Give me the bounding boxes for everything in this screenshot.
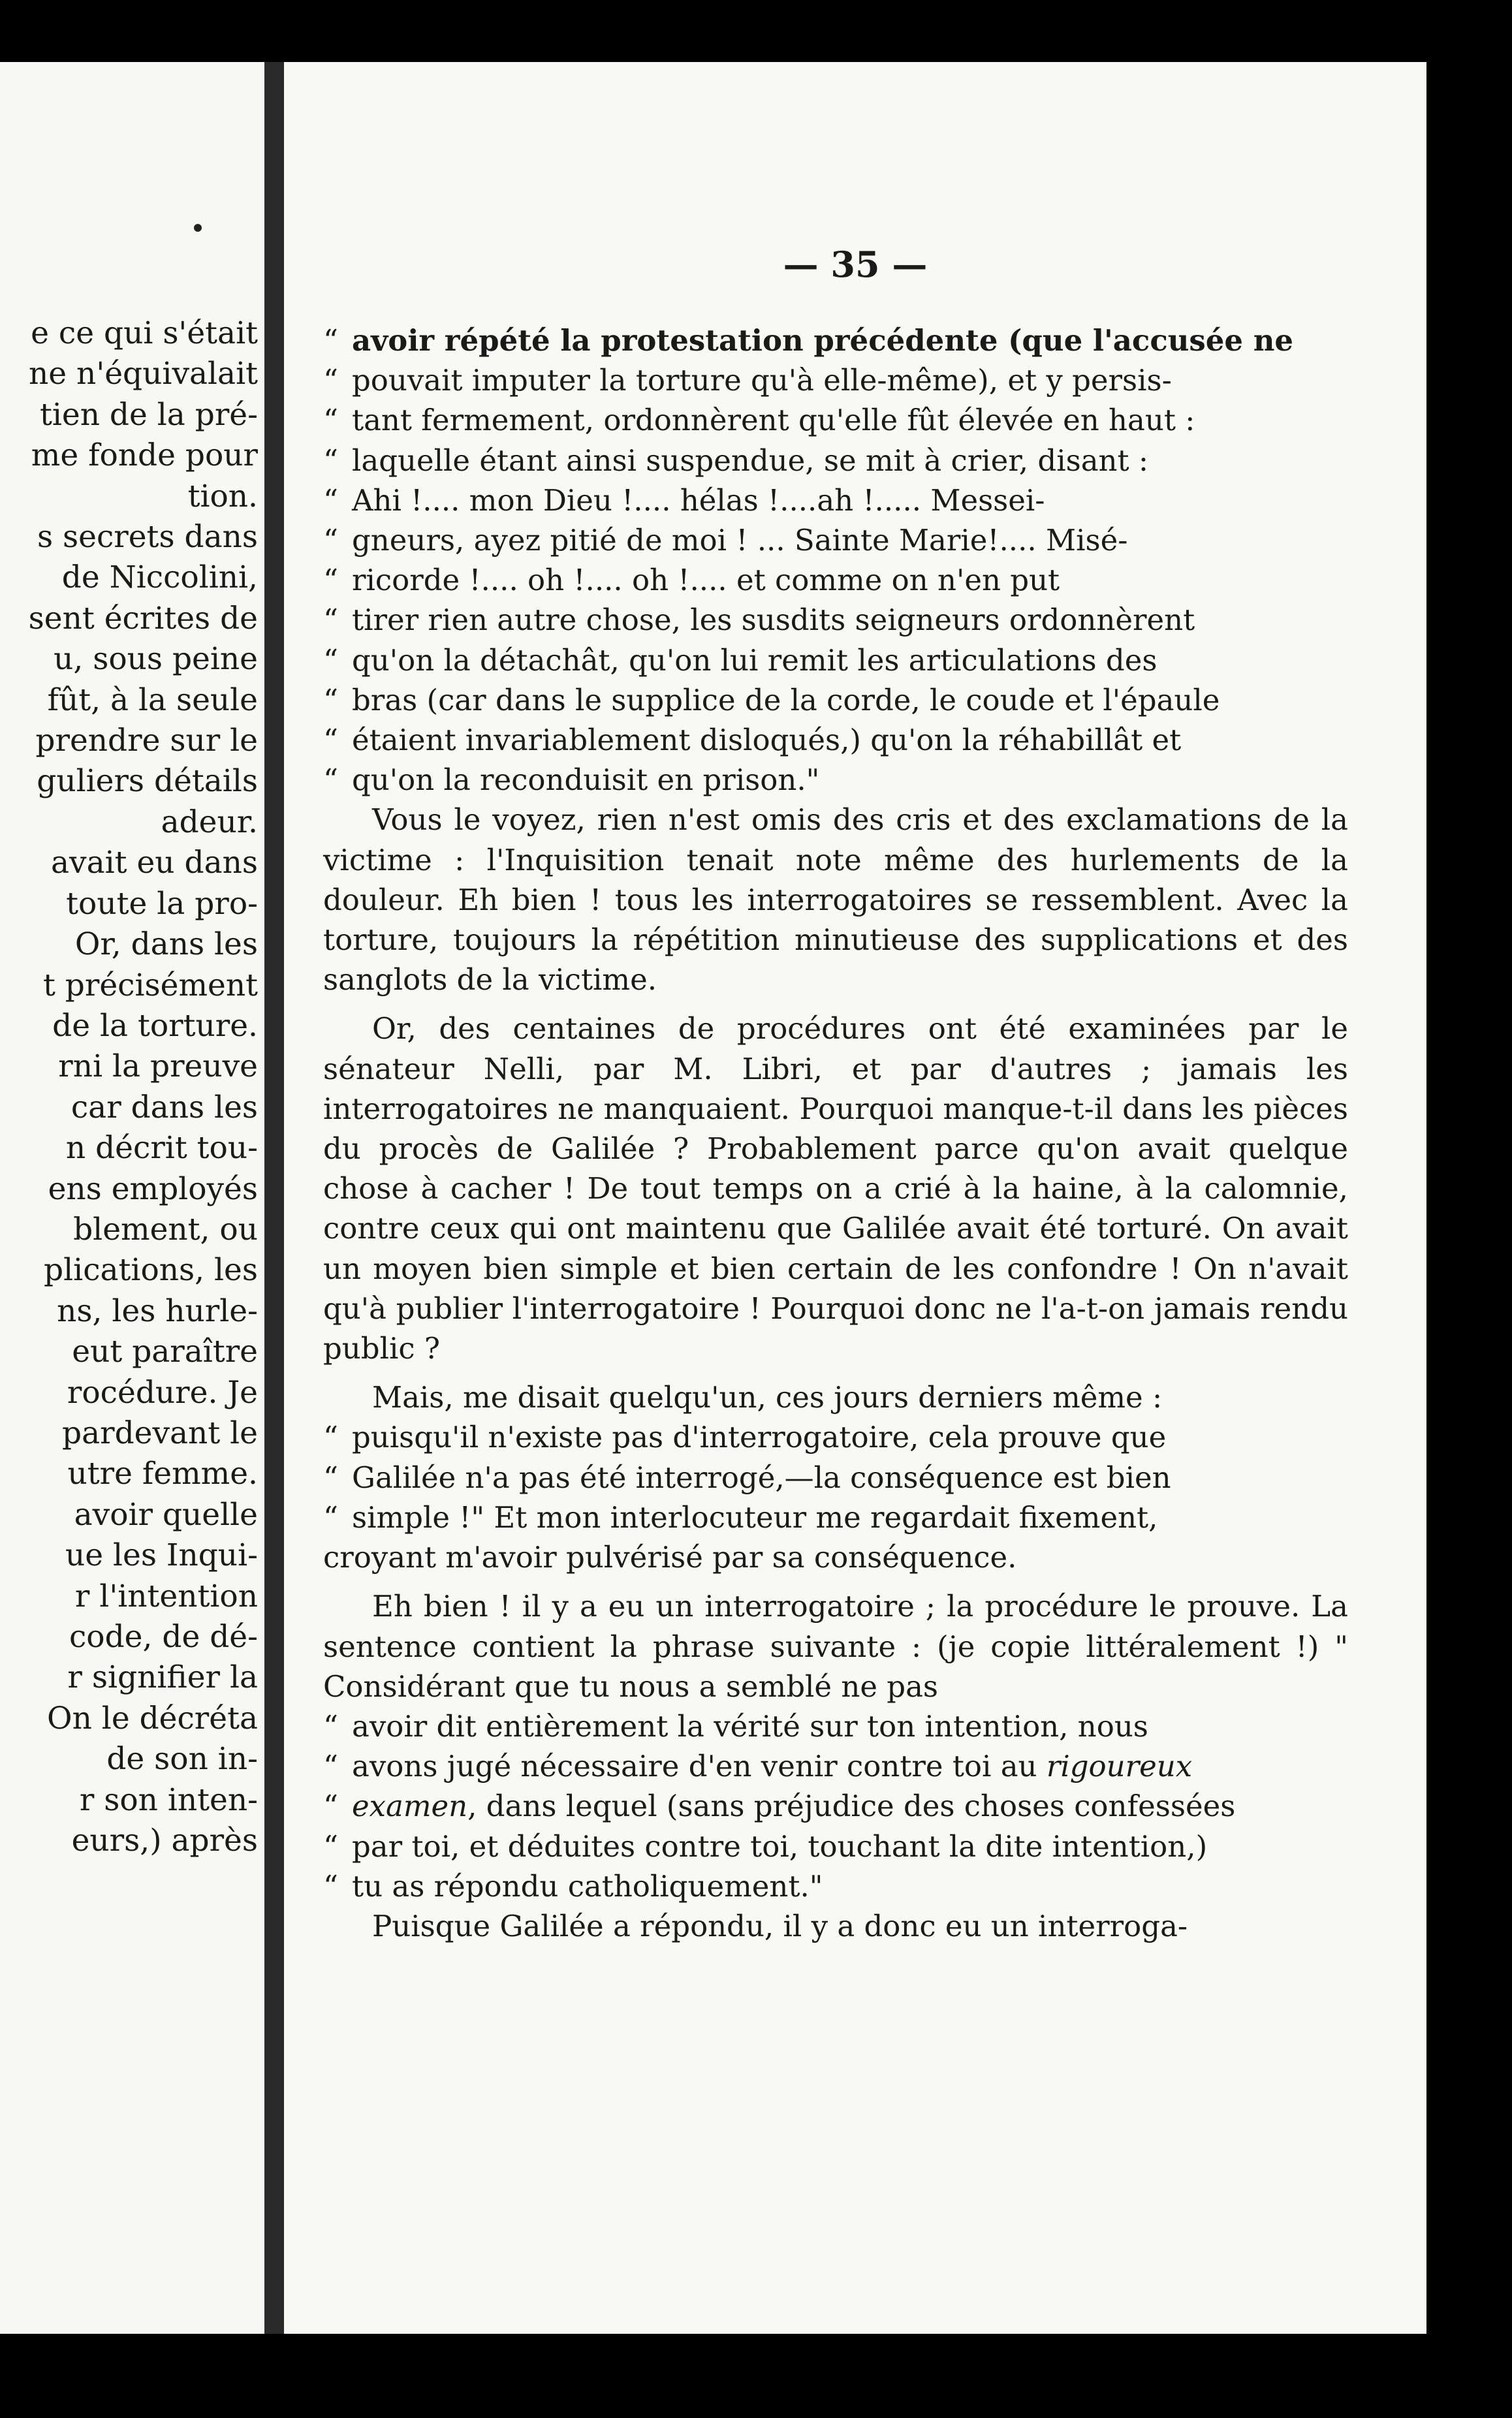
left-text-line: pardevant le [62, 1415, 258, 1451]
quoted-line [323, 680, 1348, 720]
quote-mark: “ [323, 642, 339, 678]
left-text-line: de Niccolini, [61, 559, 258, 596]
quoted-line-text: pouvait imputer la torture qu'à elle-même), et y persis- [352, 363, 1172, 398]
paragraph-continuation: croyant m'avoir pulvérisé par sa conséquence. [323, 1540, 1017, 1575]
quoted-line-text: tant fermement, ordonnèrent qu'elle fût élevée en haut : [352, 403, 1195, 438]
quoted-line [323, 360, 1348, 400]
quote-mark: “ [323, 682, 339, 717]
left-text-line: avoir quelle [74, 1496, 258, 1533]
book-gutter [264, 62, 284, 2334]
quote-mark: “ [323, 323, 339, 358]
left-text-line: e ce qui s'était [31, 315, 258, 351]
quoted-line-text: avons jugé nécessaire d'en venir contre toi au [352, 1749, 1047, 1784]
page-text [323, 321, 1348, 1946]
quote-mark: “ [323, 762, 339, 798]
quote-mark: “ [323, 1829, 339, 1864]
quoted-line [323, 400, 1348, 440]
quote-mark: “ [323, 1708, 339, 1744]
quote-mark: “ [323, 1460, 339, 1495]
quoted-line [323, 321, 1348, 360]
quoted-line-text: tu as répondu catholiquement." [352, 1868, 823, 1904]
quote-mark: “ [323, 443, 339, 478]
italic-word: examen [352, 1789, 468, 1824]
left-text-line: sent écrites de [28, 600, 258, 636]
quoted-line-final [323, 1498, 1348, 1537]
quoted-line-text: gneurs, ayez pitié de moi ! ... Sainte Marie!.... Misé- [352, 523, 1128, 558]
left-text-line: eurs,) après [71, 1823, 258, 1859]
left-text-line: rni la preuve [58, 1048, 258, 1085]
left-text-line: ns, les hurle- [57, 1293, 258, 1329]
quoted-line [323, 1827, 1348, 1866]
quoted-line-text: qu'on la détachât, qu'on lui remit les articulations des [352, 642, 1158, 678]
left-text-line: Or, dans les [74, 926, 258, 963]
left-text-line: fût, à la seule [47, 682, 258, 718]
left-text-line: n décrit tou- [65, 1130, 258, 1167]
quote-mark: “ [323, 363, 339, 398]
paragraph-conclusion: Puisque Galilée a répondu, il y a donc eu un interroga- [372, 1908, 1188, 1943]
left-text-line: adeur. [161, 804, 258, 840]
left-text-line: plications, les [44, 1252, 258, 1289]
quoted-line [323, 480, 1348, 520]
quote-mark: “ [323, 1499, 339, 1535]
quoted-line-examen [323, 1786, 1348, 1826]
left-text-line: me fonde pour [31, 437, 258, 474]
quoted-line-text: bras (car dans le supplice de la corde, le coude et l'épaule [352, 682, 1220, 717]
left-text-line: avait eu dans [51, 845, 258, 881]
quotation-objection [323, 1417, 1348, 1497]
left-text-line: code, de dé- [69, 1619, 258, 1655]
quoted-line [323, 720, 1348, 760]
quoted-line-text: tirer rien autre chose, les susdits seigneurs ordonnèrent [352, 603, 1195, 638]
quoted-line-rigoureux [323, 1746, 1348, 1786]
left-text-line: prendre sur le [35, 723, 258, 759]
left-text-line: r signifier la [67, 1659, 258, 1696]
quote-mark: “ [323, 723, 339, 758]
left-text-line: s secrets dans [37, 519, 258, 556]
quotation-torture-record [323, 321, 1348, 800]
left-text-line: r l'intention [74, 1578, 258, 1614]
quote-mark: “ [323, 563, 339, 598]
quoted-line [323, 1458, 1348, 1498]
paragraph-sentence-intro: Eh bien ! il y a eu un interrogatoire ; la procédure le prouve. La sentence contient la phrase suivante : (je copie littéralement !) " Considérant que tu nous a semblé ne pas [323, 1589, 1348, 1704]
quoted-line [323, 1706, 1348, 1746]
left-page [0, 62, 264, 2334]
quote-mark: “ [323, 1420, 339, 1455]
left-text-line: rocédure. Je [67, 1374, 258, 1411]
quoted-line-text: étaient invariablement disloqués,) qu'on la réhabillât et [352, 723, 1182, 758]
left-text-line: r son inten- [79, 1782, 258, 1818]
quote-mark: “ [323, 1868, 339, 1904]
italic-word: rigoureux [1046, 1749, 1193, 1784]
quoted-line-text: Ahi !.... mon Dieu !.... hélas !....ah !..... Messei- [352, 482, 1045, 518]
left-text-line: eut paraître [72, 1334, 258, 1370]
quoted-line-text: avoir dit entièrement la vérité sur ton intention, nous [352, 1708, 1148, 1744]
left-text-line: blement, ou [73, 1211, 258, 1248]
left-text-line: ue les Inqui- [65, 1537, 258, 1574]
left-text-line: ne n'équivalait [29, 356, 258, 392]
quoted-line [323, 520, 1348, 560]
left-text-line: t précisément [42, 967, 258, 1003]
paragraph-procedures: Or, des centaines de procédures ont été examinées par le sénateur Nelli, par M. Libri, et par d'autres ; jamais les interrogatoires ne manquaient. Pourquoi manque-t-il dans les pièces du procès de Galilée ? Probablement parce qu'on avait quelque chose à cacher ! De tout temps on a crié à la haine, à la calomnie, contre ceux qui ont maintenu que Galilée avait été torturé. On avait un moyen bien simple et bien certain de les confondre ! On n'avait qu'à publier l'interrogatoire ! Pourquoi donc ne l'a-t-on jamais rendu public ? [323, 1011, 1348, 1366]
quote-mark: “ [323, 603, 339, 638]
left-text-line: car dans les [71, 1089, 258, 1125]
left-text-line: tion. [187, 478, 258, 514]
quoted-line [323, 441, 1348, 480]
quoted-line-text: par toi, et déduites contre toi, touchant la dite intention,) [352, 1829, 1208, 1864]
right-page [284, 62, 1426, 2334]
quote-mark: “ [323, 482, 339, 518]
quoted-line [323, 560, 1348, 600]
left-text-line: guliers détails [37, 763, 258, 800]
left-text-line: tien de la pré- [39, 396, 258, 433]
quoted-line [323, 1417, 1348, 1457]
quoted-line [323, 1866, 1348, 1906]
paragraph-victim-cries: Vous le voyez, rien n'est omis des cris et des exclamations de la victime : l'Inquisition tenait note même des hurlements de la douleur. Eh bien ! tous les interrogatoires se ressemblent. Avec la torture, toujours la répétition minutieuse des supplications et des sanglots de la victime. [323, 802, 1348, 997]
left-text-line: ens employés [48, 1170, 258, 1207]
quoted-line-text: puisqu'il n'existe pas d'interrogatoire, cela prouve que [352, 1420, 1167, 1455]
left-text-line: On le décréta [47, 1700, 258, 1736]
quoted-line-text: , dans lequel (sans préjudice des choses confessées [467, 1789, 1236, 1824]
quoted-line-text: avoir répété la protestation précédente (que l'accusée ne [352, 323, 1294, 358]
quotation-sentence-a [323, 1706, 1348, 1746]
quote-mark: “ [323, 1789, 339, 1824]
quoted-line [323, 760, 1348, 800]
quoted-line-text: Galilée n'a pas été interrogé,—la conséquence est bien [352, 1460, 1171, 1495]
left-text-line: utre femme. [67, 1456, 258, 1492]
quoted-line-text: qu'on la reconduisit en prison." [352, 762, 820, 798]
left-text-line: toute la pro- [66, 885, 258, 922]
left-text-line: u, sous peine [54, 641, 258, 678]
quoted-line-text: ricorde !.... oh !.... oh !.... et comme on n'en put [352, 563, 1060, 598]
quoted-line [323, 600, 1348, 640]
quoted-line-text: laquelle étant ainsi suspendue, se mit à crier, disant : [352, 443, 1149, 478]
quote-mark: “ [323, 1749, 339, 1784]
left-text-line: de son in- [106, 1741, 258, 1778]
left-page-text [0, 313, 258, 1861]
left-text-line: de la torture. [52, 1007, 258, 1044]
quote-mark: “ [323, 523, 339, 558]
ink-dot [194, 224, 202, 232]
quote-mark: “ [323, 403, 339, 438]
page-number: — 35 — [783, 243, 928, 285]
quoted-line-text: simple !" Et mon interlocuteur me regardait fixement, [352, 1499, 1158, 1535]
quotation-sentence-b [323, 1827, 1348, 1906]
quoted-line [323, 640, 1348, 680]
paragraph-intro-objection: Mais, me disait quelqu'un, ces jours derniers même : [372, 1380, 1163, 1415]
